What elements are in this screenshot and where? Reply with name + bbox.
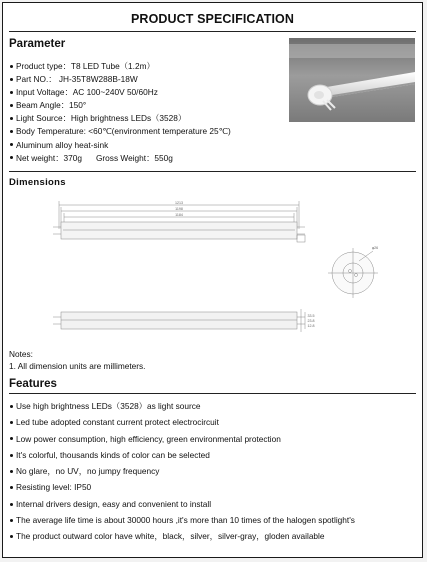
bullet-icon [10,535,13,538]
bullet-icon [10,156,13,159]
bullet-icon [10,405,13,408]
feature-item: Led tube adopted constant current protect electrocircuit [9,414,421,430]
bullet-icon [10,130,13,133]
label-height-total: 33.5 [307,314,315,318]
bullet-icon [10,91,13,94]
dimensions-heading: Dimensions [9,177,66,188]
features-list [9,398,421,545]
net-weight: Net weight：370g [16,152,82,163]
bullet-icon [10,117,13,120]
parameter-item: Light Source：High brightness LEDs（3528） [9,112,289,125]
parameter-divider [9,171,416,172]
label-diameter: φ26 [371,246,379,250]
product-photo [289,38,415,122]
feature-item: Resisting level: IP50 [9,479,421,495]
bullet-icon [10,519,13,522]
dimension-drawing [3,191,423,341]
feature-item: Low power consumption, high efficiency, green environmental protection [9,431,421,447]
parameter-item: Product type：T8 LED Tube（1.2m） [9,60,289,73]
label-tube-length: 1184 [175,213,183,217]
feature-item: It's colorful, thousands kinds of color can be selected [9,447,421,463]
bullet-icon [10,143,13,146]
feature-item: The product outward color have white，black，silver，silver-gray，gloden available [9,528,421,544]
bullet-icon [10,454,13,457]
parameter-item: Beam Angle：150° [9,99,289,112]
bullet-icon [10,437,13,440]
bullet-icon [10,104,13,107]
parameter-item: Aluminum alloy heat-sink [9,139,289,152]
feature-item: Use high brightness LEDs（3528）as light source [9,398,421,414]
label-height-pin: 12.8 [307,324,315,328]
notes-block [9,348,146,372]
bullet-icon [10,470,13,473]
feature-item: No glare，no UV，no jumpy frequency [9,463,421,479]
features-divider [9,393,416,394]
title-divider [9,31,416,32]
parameter-list [9,60,289,165]
feature-item: Internal drivers design, easy and convenient to install [9,496,421,512]
features-heading: Features [9,378,57,390]
notes-label: Notes: [9,349,33,359]
bullet-icon [10,78,13,81]
label-overall-length: 1213 [175,201,183,205]
feature-item: The average life time is about 30000 hours ,it's more than 10 times of the halogen spotlight's [9,512,421,528]
label-body-length: 1198 [175,207,183,211]
page-title: PRODUCT SPECIFICATION [131,12,294,26]
bullet-icon [10,421,13,424]
parameter-item: Part NO.： JH-35T8W288B-18W [9,73,289,86]
parameter-item-weight [9,152,289,165]
gross-weight: Gross Weight：550g [95,152,173,163]
notes-item: 1. All dimension units are millimeters. [9,361,146,371]
parameter-item: Body Temperature: <60℃(environment temperature 25℃) [9,125,289,138]
spec-sheet-page [2,2,423,558]
bullet-icon [10,65,13,68]
bullet-icon [10,486,13,489]
parameter-heading: Parameter [9,38,66,50]
bullet-icon [10,503,13,506]
parameter-item: Input Voltage：AC 100~240V 50/60Hz [9,86,289,99]
label-height-body: 23.8 [307,319,315,323]
